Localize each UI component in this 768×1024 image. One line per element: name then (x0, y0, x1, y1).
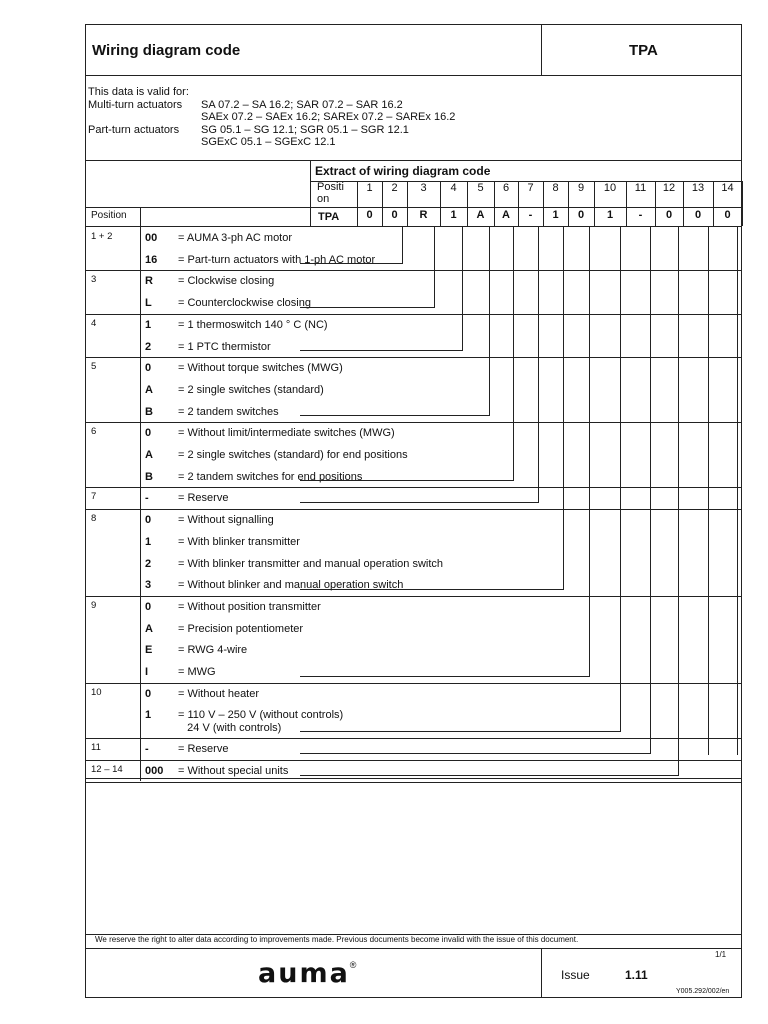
code-col-line (140, 227, 141, 270)
row-position: 4 (91, 317, 97, 329)
description-line: = Without signalling (178, 514, 274, 527)
description-line: = Counterclockwise closing (178, 297, 311, 310)
position-number: 9 (577, 182, 585, 194)
validity-models: SAEx 07.2 – SAEx 16.2; SAREx 07.2 – SAREx 16.2 (201, 111, 456, 123)
row-code: 3 (145, 579, 152, 592)
row-code: - (145, 743, 149, 756)
validity-models: SA 07.2 – SA 16.2; SAR 07.2 – SAR 16.2 (201, 98, 403, 111)
auma-logo (258, 958, 356, 989)
extract-left-line (310, 160, 311, 226)
description-line: = Reserve (178, 492, 229, 505)
document-code: TPA (629, 42, 658, 59)
row-description (178, 341, 271, 354)
issue-label: Issue (561, 968, 590, 982)
position-number: 8 (552, 182, 559, 194)
row-code: 2 (145, 340, 152, 353)
code-value: 0 (366, 209, 373, 221)
row-code: 0 (145, 687, 152, 700)
code-value: 0 (391, 209, 398, 221)
row-code: 0 (145, 600, 152, 613)
description-line: = Clockwise closing (178, 275, 275, 288)
position-number: 2 (391, 182, 398, 194)
row-code: A (145, 449, 153, 461)
position-column-label: Position (91, 210, 127, 221)
validity-row (88, 136, 455, 149)
row-description (178, 275, 274, 288)
row-code: 1 (145, 318, 152, 331)
row-code: I (145, 666, 149, 678)
row-description (178, 743, 228, 756)
code-value: 0 (724, 209, 731, 221)
document-reference: Y005.292/002/en (676, 988, 730, 995)
row-description (178, 623, 303, 636)
extract-top-line (85, 160, 742, 161)
row-position: 7 (91, 491, 97, 503)
description-line: = With blinker transmitter (178, 535, 300, 548)
row-description (178, 232, 292, 245)
description-line: = Precision potentiometer (178, 622, 304, 635)
registered-mark: ® (349, 960, 357, 970)
description-line: 24 V (with controls) (178, 722, 282, 735)
code-value: 0 (694, 209, 702, 221)
body-bottom-line (85, 778, 742, 779)
description-line: = 1 PTC thermistor (178, 340, 271, 353)
position-header: Positi on (317, 181, 344, 205)
row-position: 10 (91, 686, 102, 698)
code-col-line (140, 509, 141, 596)
row-description (178, 492, 228, 505)
code-col-line (140, 422, 141, 487)
row-description (178, 297, 311, 310)
position-number: 7 (527, 182, 534, 194)
position-number: 13 (691, 182, 705, 194)
description-line: = Part-turn actuators with 1-ph AC motor (178, 253, 376, 266)
description-line: = RWG 4-wire (178, 644, 248, 657)
header-divider (85, 75, 742, 76)
row-code: R (145, 275, 153, 288)
validity-row (88, 124, 455, 137)
row-code: E (145, 644, 153, 657)
group-divider (85, 782, 742, 783)
row-description (178, 644, 247, 657)
description-line: = AUMA 3-ph AC motor (178, 232, 293, 244)
code-label: TPA (318, 211, 340, 223)
validity-row (88, 111, 455, 124)
code-col-line (140, 596, 141, 683)
footer-separator (541, 948, 542, 998)
validity-intro: This data is valid for: (88, 86, 189, 98)
validity-models: SGExC 05.1 – SGExC 12.1 (201, 136, 336, 148)
row-description (178, 406, 279, 419)
row-code: B (145, 405, 153, 418)
row-code: B (145, 470, 153, 483)
code-value: 1 (450, 209, 457, 221)
description-line: = 2 tandem switches for end positions (178, 470, 363, 483)
logo-text: auma (258, 958, 350, 989)
position-number: 1 (366, 182, 373, 194)
description-line: = Without heater (178, 687, 260, 700)
row-code: L (145, 297, 152, 310)
row-code: 2 (145, 557, 152, 570)
description-line: = Without special units (178, 764, 289, 777)
code-value: A (476, 209, 485, 221)
code-col-line (140, 357, 141, 422)
code-col-line (140, 314, 141, 357)
code-connector (385, 226, 738, 755)
description-line: = 2 tandem switches (178, 405, 279, 418)
description-line: = Reserve (178, 743, 229, 756)
code-value: R (419, 209, 428, 221)
code-col-line (140, 487, 141, 509)
code-col-line (140, 738, 141, 760)
row-position: 8 (91, 513, 97, 525)
description-line: = Without torque switches (MWG) (178, 362, 343, 375)
position-number: 5 (477, 182, 484, 194)
row-position: 12 – 14 (91, 763, 123, 775)
extract-title: Extract of wiring diagram code (315, 164, 491, 178)
description-line: = MWG (178, 666, 216, 678)
code-value: 0 (577, 209, 585, 221)
row-code: 000 (145, 764, 164, 777)
row-code: A (145, 383, 153, 396)
code-value: - (528, 209, 533, 221)
row-position: 5 (91, 361, 97, 373)
position-number: 4 (450, 182, 457, 194)
position-number: 3 (420, 182, 427, 194)
description-line: = With blinker transmitter and manual operation switch (178, 557, 444, 570)
row-code: 00 (145, 232, 158, 244)
position-number: 6 (502, 182, 510, 194)
row-position: 3 (91, 274, 97, 286)
code-col-line (140, 683, 141, 738)
position-number: 11 (634, 182, 647, 194)
row-code: 1 (145, 535, 152, 548)
validity-models: SG 05.1 – SG 12.1; SGR 05.1 – SGR 12.1 (201, 123, 409, 136)
issue-value: 1.11 (625, 968, 648, 982)
validity-label: Part-turn actuators (88, 123, 180, 136)
description-line: = 110 V – 250 V (without controls) (178, 709, 344, 722)
row-position: 6 (91, 426, 97, 438)
code-value: 1 (552, 209, 559, 221)
description-line: = Without position transmitter (178, 600, 321, 613)
code-value: - (638, 209, 643, 221)
position-number: 12 (662, 182, 676, 194)
extract-mid-line (85, 207, 742, 208)
description-line: = 2 single switches (standard) (178, 383, 324, 396)
row-code: 0 (145, 427, 152, 440)
row-description (178, 514, 274, 527)
document-title: Wiring diagram code (92, 42, 241, 59)
page-number: 1/1 (715, 950, 727, 959)
description-line: = 1 thermoswitch 140 ° C (NC) (178, 318, 328, 331)
footer-note-line (85, 948, 742, 949)
disclaimer-note: We reserve the right to alter data according to improvements made. Previous documents become invalid with the issue of this document. (95, 935, 579, 944)
row-description (178, 536, 300, 549)
validity-row (88, 99, 455, 112)
code-value: A (502, 209, 510, 221)
validity-block (88, 86, 455, 149)
row-description (178, 666, 216, 679)
header-separator (541, 24, 542, 75)
row-description (178, 765, 288, 778)
row-code: 0 (145, 362, 152, 375)
position-number: 10 (603, 182, 617, 194)
code-value: 0 (665, 209, 673, 221)
row-code: 16 (145, 253, 158, 266)
description-line: = 2 single switches (standard) for end positions (178, 449, 408, 461)
validity-label: Multi-turn actuators (88, 98, 183, 111)
code-col-line (140, 270, 141, 313)
row-code: A (145, 622, 153, 635)
extract-col-line (742, 181, 743, 226)
row-position: 11 (91, 742, 101, 754)
description-line: = Without limit/intermediate switches (MWG) (178, 427, 395, 440)
row-code: 1 (145, 709, 152, 722)
code-value: 1 (606, 209, 614, 221)
row-position: 1 + 2 (91, 231, 113, 242)
description-line: = Without blinker and manual operation switch (178, 579, 404, 592)
row-position: 9 (91, 599, 97, 611)
position-number: 14 (721, 182, 734, 194)
row-description (178, 688, 259, 701)
row-code: 0 (145, 514, 152, 527)
row-code: - (145, 492, 149, 505)
position-col-line (140, 207, 141, 226)
